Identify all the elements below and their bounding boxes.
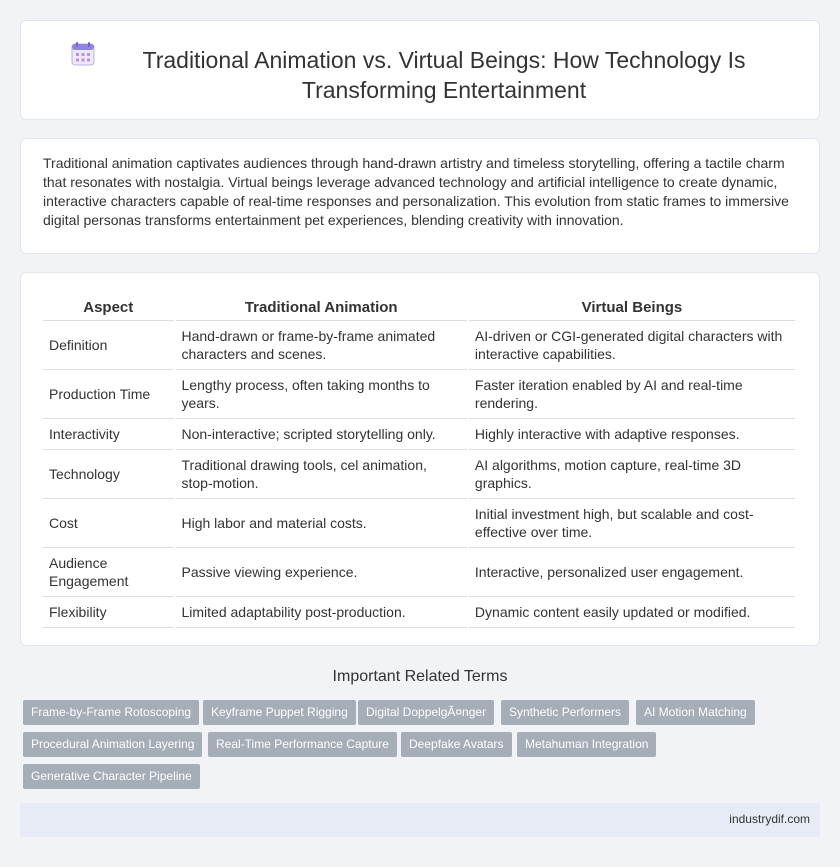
table-header-row <box>43 295 795 321</box>
tag-frame-by-frame-rotoscoping[interactable]: Frame-by-Frame Rotoscoping <box>23 700 199 725</box>
row-traditional: Hand-drawn or frame-by-frame animated characters and scenes. <box>176 321 467 370</box>
row-traditional: High labor and material costs. <box>176 499 467 548</box>
tag-deepfake-avatars[interactable]: Deepfake Avatars <box>401 732 512 757</box>
intro-paragraph: Traditional animation captivates audiences through hand-drawn artistry and timeless storytelling, offering a tactile charm that resonates with nostalgia. Virtual beings leverage advanced technology and artificial intelligence to create dynamic, interactive characters capable of real-time responses and personalization. This evolution from static frames to immersive digital personas transforms entertainment pet experiences, blending creativity with innovation. <box>43 155 789 228</box>
footer-site-link[interactable]: industrydif.com <box>729 812 810 826</box>
header-traditional-animation: Traditional Animation <box>176 295 467 321</box>
title-wrap <box>70 35 770 105</box>
table-row <box>43 370 795 419</box>
intro-card <box>20 138 820 254</box>
row-traditional: Passive viewing experience. <box>176 548 467 597</box>
related-terms-title: Important Related Terms <box>332 668 508 685</box>
row-virtual: AI algorithms, motion capture, real-time 3D graphics. <box>469 450 795 499</box>
tag-procedural-animation-layering[interactable]: Procedural Animation Layering <box>23 732 202 757</box>
table-row <box>43 597 795 628</box>
row-aspect: Interactivity <box>43 419 174 450</box>
table-row <box>43 450 795 499</box>
row-virtual: Highly interactive with adaptive responses. <box>469 419 795 450</box>
table-row <box>43 548 795 597</box>
row-traditional: Limited adaptability post-production. <box>176 597 467 628</box>
page-title: Traditional Animation vs. Virtual Beings: How Technology Is Transforming Entertainment <box>142 47 746 103</box>
table-row <box>43 499 795 548</box>
row-aspect: Cost <box>43 499 174 548</box>
row-virtual: Interactive, personalized user engagement. <box>469 548 795 597</box>
row-aspect: Definition <box>43 321 174 370</box>
row-aspect: Flexibility <box>43 597 174 628</box>
tag-synthetic-performers[interactable]: Synthetic Performers <box>501 700 629 725</box>
tag-real-time-performance-capture[interactable]: Real-Time Performance Capture <box>208 732 397 757</box>
row-virtual: Initial investment high, but scalable and cost-effective over time. <box>469 499 795 548</box>
comparison-card <box>20 272 820 646</box>
footer <box>20 803 820 837</box>
row-aspect: Audience Engagement <box>43 548 174 597</box>
row-traditional: Non-interactive; scripted storytelling only. <box>176 419 467 450</box>
row-traditional: Lengthy process, often taking months to years. <box>176 370 467 419</box>
tag-digital-doppelganger[interactable]: Digital DoppelgÃ¤nger <box>358 700 494 725</box>
tag-keyframe-puppet-rigging[interactable]: Keyframe Puppet Rigging <box>203 700 356 725</box>
row-virtual: Faster iteration enabled by AI and real-time rendering. <box>469 370 795 419</box>
comparison-table <box>41 295 797 628</box>
table-row <box>43 321 795 370</box>
calendar-icon <box>70 41 96 67</box>
row-virtual: Dynamic content easily updated or modified. <box>469 597 795 628</box>
table-row <box>43 419 795 450</box>
row-aspect: Production Time <box>43 370 174 419</box>
tag-ai-motion-matching[interactable]: AI Motion Matching <box>636 700 755 725</box>
row-traditional: Traditional drawing tools, cel animation, stop-motion. <box>176 450 467 499</box>
tag-generative-character-pipeline[interactable]: Generative Character Pipeline <box>23 764 200 789</box>
row-virtual: AI-driven or CGI-generated digital characters with interactive capabilities. <box>469 321 795 370</box>
title-card <box>20 20 820 120</box>
tag-metahuman-integration[interactable]: Metahuman Integration <box>517 732 656 757</box>
header-aspect: Aspect <box>43 295 174 321</box>
header-virtual-beings: Virtual Beings <box>469 295 795 321</box>
row-aspect: Technology <box>43 450 174 499</box>
